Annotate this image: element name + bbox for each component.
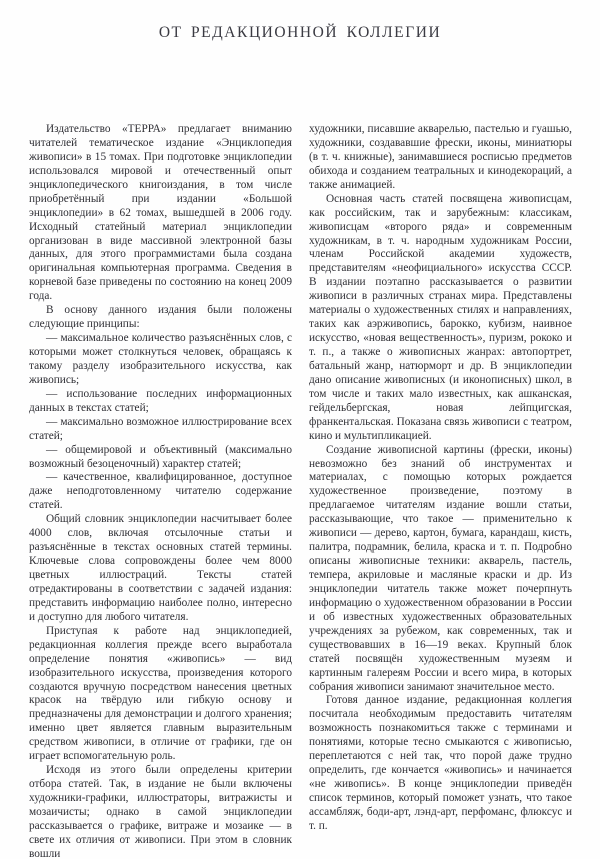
list-item: — общемировой и объективный (максимально возможный безоценочный) характер статей; (29, 443, 292, 470)
text-column-left (29, 123, 292, 862)
paragraph: В основу данного издания были положены следующие принципы: (29, 304, 292, 331)
paragraph: Исходя из этого были определены критерии отбора статей. Так, в издание не были включены художники-графики, иллюстраторы, витражисты и мозаичисты; однако в самой энциклопедии рассказывается о графике, витраже и мозаике — в свете их отличия от живописи. При этом в словник вошли (29, 764, 292, 860)
paragraph: Создание живописной картины (фрески, иконы) невозможно без знаний об инструментах и материалах, с помощью которых рождается художественное произведение, поэтому в предлагаемое читателям издание вошли статьи, рассказывающие, что такое — применительно к живописи — дерево, картон, бумага, карандаш, кисть, палитра, подрамник, белила, краска и т. п. Подробно описаны живописные техники: акварель, пастель, темпера, акриловые и масляные краски и др. Из энциклопедии читатель также может почерпнуть информацию о художественном образовании в России и об известных художественных образовательных учреждениях за рубежом, как современных, так и существовавших в 16—19 веках. Крупный блок статей посвящён художественным музеям и картинным галереям России и всего мира, в которых собрания живописи занимают значительное место. (309, 443, 572, 693)
paragraph-continuation: художники, писавшие акварелью, пастелью и гуашью, художники, создававшие фрески, иконы, миниатюры (в т. ч. книжные), занимавшиеся росписью предметов обихода и созданием театральных и кинодекораций, а также анимацией. (309, 123, 572, 191)
column-container (29, 123, 572, 862)
list-item: — максимальное количество разъяснённых слов, с которыми может столкнуться человек, обращаясь к такому разделу изобразительного искусства, как живопись; (29, 332, 292, 386)
paragraph: Приступая к работе над энциклопедией, редакционная коллегия прежде всего выработала определение понятия «живопись» — вид изобразительного искусства, произведения которого создаются вручную посредством нанесения цветных красок на твёрдую или гибкую основу и предназначены для демонстрации и долгого хранения; именно цвет является главным выразительным средством живописи, в отличие от графики, где он играет вспомогательную роль. (29, 624, 292, 763)
page-title: ОТ РЕДАКЦИОННОЙ КОЛЛЕГИИ (158, 24, 442, 41)
list-item: — качественное, квалифицированное, доступное даже неподготовленному читателю содержание статей. (29, 471, 292, 512)
list-item: — максимально возможное иллюстрирование всех статей; (29, 415, 292, 442)
paragraph: Основная часть статей посвящена живописцам, как российским, так и зарубежным: классикам, живописцам «второго ряда» и современным художникам, в т. ч. народным художникам России, членам Российской академии художеств, представителям «неофициального» искусства СССР. В издании поэтапно рассказывается о развитии живописи в различных странах мира. Представлены материалы о художественных стилях и направлениях, таких как аэрживопись, барокко, кубизм, наивное искусство, «новая вещественность», пуризм, рококо и т. п., а также о живописных жанрах: автопортрет, батальный жанр, натюрморт и др. В энциклопедии дано описание живописных (и иконописных) школ, в том числе и таких мало известных, как ашканская, гейдельбергская, новая лейпцигская, франкентальская. Показана связь живописи с театром, кино и мультипликацией. (309, 192, 572, 442)
paragraph: Издательство «ТЕРРА» предлагает вниманию читателей тематическое издание «Энциклопедия живописи» в 15 томах. При подготовке энциклопедии использовался мировой и отечественный опыт энциклопедического книгоиздания, в том числе приобретённый при издании «Большой энциклопедии» в 62 томах, вышедшей в 2006 году. Исходный статейный материал энциклопедии организован в виде массивной электронной базы данных, для этого программистами была создана оригинальная компьютерная программа. Сведения в корневой базе приведены по состоянию на конец 2009 года. (29, 123, 292, 303)
paragraph: Общий словник энциклопедии насчитывает более 4000 слов, включая отсылочные статьи и разъяснённые в текстах основных статей термины. Ключевые слова сопровождены более чем 8000 цветных иллюстраций. Тексты статей отредактированы в соответствии с задачей издания: представить информацию наиболее полно, интересно и доступно для любого читателя. (29, 513, 292, 623)
text-column-right (309, 123, 572, 834)
paragraph: Готовя данное издание, редакционная коллегия посчитала необходимым предоставить читателям возможность познакомиться также с терминами и понятиями, которые тесно смыкаются с живописью, переплетаются с ней так, что порой даже трудно определить, где кончается «живопись» и начинается «не живопись». В конце энциклопедии приведён список терминов, который поможет узнать, что такое ассамбляж, боди-арт, лэнд-арт, перфоманс, флюксус и т. п. (309, 694, 572, 832)
list-item: — использование последних информационных данных в текстах статей; (29, 387, 292, 414)
